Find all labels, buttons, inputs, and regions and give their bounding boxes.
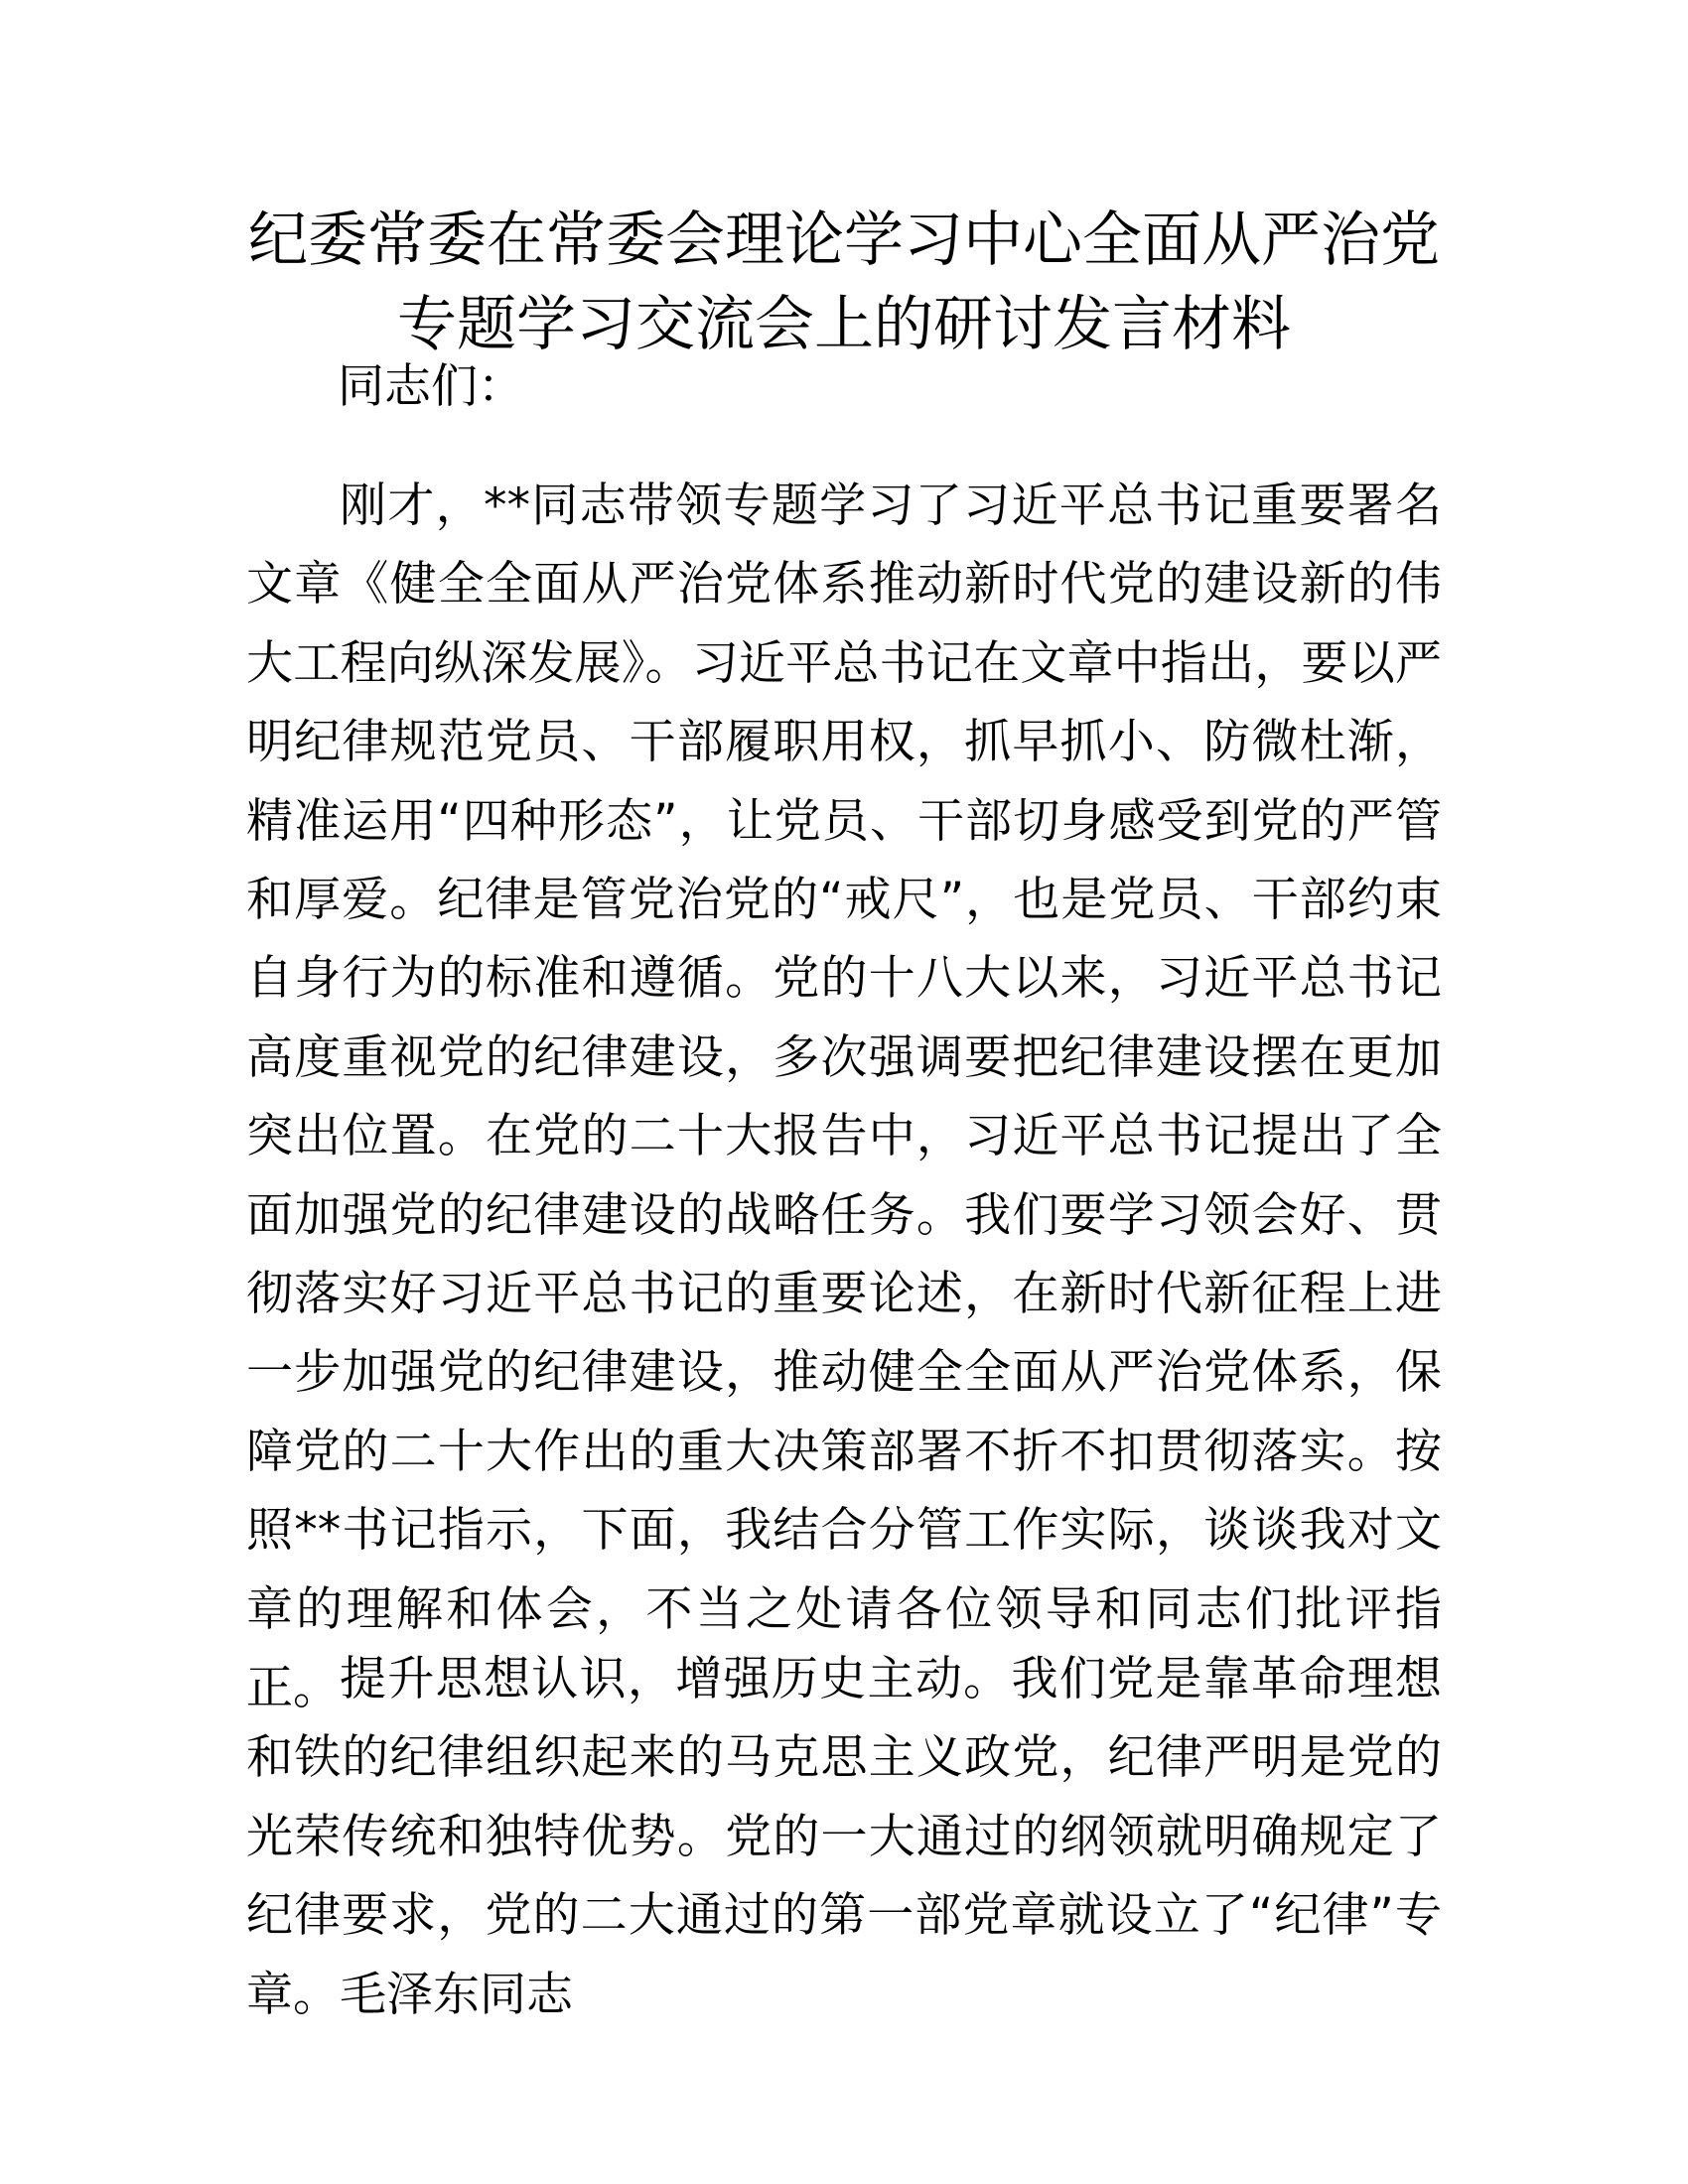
document-title — [199, 199, 1489, 367]
paragraph-2: 提升思想认识，增强历史主动。我们党是靠革命理想和铁的纪律组织起来的马克思主义政党，纪律严明是党的光荣传统和独特优势。党的一大通过的纲领就明确规定了纪律要求，党的二大通过的第一部党章就设立了“纪律”专章。毛泽东同志 — [246, 1652, 1442, 2022]
paragraph-1: 刚才，**同志带领专题学习了习近平总书记重要署名文章《健全全面从严治党体系推动新时代党的建设新的伟大工程向纵深发展》。习近平总书记在文章中指出，要以严明纪律规范党员、干部履职用权，抓早抓小、防微杜渐，精准运用“四种形态”，让党员、干部切身感受到党的严管和厚爱。纪律是管党治党的“戒尺”，也是党员、干部约束自身行为的标准和遵循。党的十八大以来，习近平总书记高度重视党的纪律建设，多次强调要把纪律建设摆在更加突出位置。在党的二十大报告中，习近平总书记提出了全面加强党的纪律建设的战略任务。我们要学习领会好、贯彻落实好习近平总书记的重要论述，在新时代新征程上进一步加强党的纪律建设，推动健全全面从严治党体系，保障党的二十大作出的重大决策部署不折不扣贯彻落实。按照**书记指示，下面，我结合分管工作实际，谈谈我对文章的理解和体会，不当之处请各位领导和同志们批评指正。 — [246, 478, 1442, 1716]
salutation: 同志们： — [338, 359, 524, 414]
title-line-1: 纪委常委在常委会理论学习中心全面从严治党 — [248, 205, 1440, 275]
title-line-2: 专题学习交流会上的研讨发言材料 — [397, 290, 1291, 359]
